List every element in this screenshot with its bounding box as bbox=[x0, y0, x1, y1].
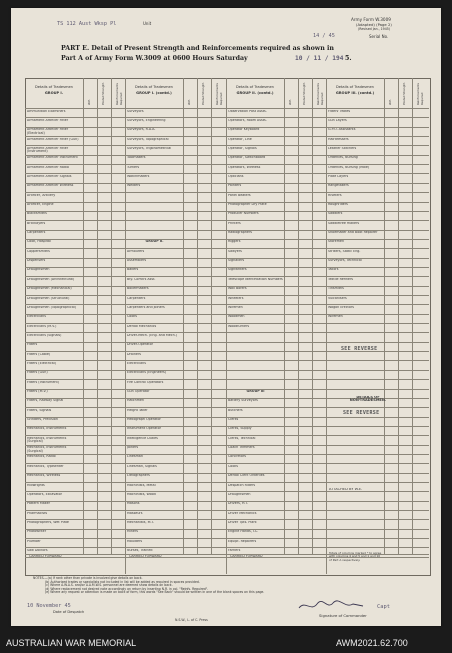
group-heading: GROUP II. bbox=[145, 240, 164, 244]
trade-label: Farriers bbox=[228, 548, 241, 552]
trade-label: Assemblers bbox=[127, 259, 147, 263]
trade-label: G.P.O. Assistants bbox=[328, 128, 356, 132]
trade-label: Boilermakers bbox=[127, 287, 149, 291]
date-suffix: 5. bbox=[345, 55, 352, 62]
trade-label: Cooks bbox=[228, 464, 238, 468]
subheader-we: W.E. bbox=[87, 99, 91, 105]
trade-label: Machinists, Metal bbox=[127, 483, 156, 487]
column-header-group: GROUP III. (contd.) bbox=[335, 90, 375, 95]
trade-label: Sawyers bbox=[228, 249, 242, 253]
trade-label: Plumber bbox=[27, 539, 41, 543]
carried-forward-1: CARRIED FORWARD bbox=[29, 555, 62, 558]
subheader-we: W.E. bbox=[388, 99, 392, 105]
trade-label: Artificer, Engine bbox=[27, 203, 54, 206]
trade-label: Masons bbox=[127, 502, 140, 506]
column-header-title: Details of Tradesmen bbox=[135, 85, 173, 89]
subheader-posted: Posted Strength bbox=[101, 82, 105, 105]
trade-label: Mechanics, Radio bbox=[27, 455, 56, 459]
trade-label: Woodturners bbox=[228, 324, 250, 328]
trade-label: Pharmacists bbox=[27, 511, 48, 515]
trade-label: Operators, Wireless bbox=[228, 165, 261, 169]
trade-label: Operator, Switchboard bbox=[228, 156, 266, 160]
trade-label: Surveyors, R.A.A. bbox=[127, 128, 156, 132]
trade-label: Heliograph Operator bbox=[127, 418, 161, 422]
trade-label: Wall Borers bbox=[228, 287, 247, 291]
date-typed: 10 / 11 / 194 bbox=[295, 55, 344, 62]
trade-label: Electricians (M.V.) bbox=[27, 324, 57, 328]
trade-label: Armourers bbox=[127, 249, 145, 253]
column-header bbox=[127, 86, 181, 96]
trade-label: Mechanics, Instruments (Surgical) bbox=[27, 436, 67, 444]
trade-label: Equipt. Repairers bbox=[228, 539, 257, 543]
trade-label: Welders bbox=[127, 184, 141, 188]
non-tradesmen-heading: DETAILS OF NON-TRADESMEN. bbox=[349, 396, 387, 403]
trade-label: Clerks bbox=[228, 418, 239, 422]
trade-label: Fitters (M.V.) bbox=[27, 390, 48, 393]
trade-label: Ammunition Examiners bbox=[27, 109, 66, 113]
label-divider bbox=[284, 78, 285, 554]
subcol-divider bbox=[111, 78, 112, 554]
trade-label: Strikers, Static Eng. bbox=[328, 249, 361, 253]
carried-forward-2: CARRIED FORWARD bbox=[129, 555, 162, 558]
trade-label: Operators, Excavator bbox=[27, 492, 63, 496]
trade-label: Printers bbox=[228, 221, 241, 225]
stamp-see-reverse-2: SEE REVERSE bbox=[343, 410, 380, 416]
trade-label: Millwrights bbox=[27, 483, 45, 487]
trade-label: Butchers bbox=[228, 408, 243, 412]
form-revised: (Revised Jan., 1945) bbox=[358, 27, 391, 31]
trade-label: Plate Layers bbox=[328, 174, 349, 178]
trade-label: Wiremen bbox=[328, 315, 343, 319]
trade-label: Fitters (Cable) bbox=[27, 352, 51, 356]
column-header bbox=[27, 86, 81, 96]
trade-label: Draughtsmen (Structural) bbox=[27, 296, 70, 300]
trade-label: Instrument Operator bbox=[127, 427, 161, 431]
column-divider bbox=[226, 78, 227, 574]
column-divider bbox=[125, 78, 126, 574]
trade-label: Hairdressers bbox=[328, 137, 349, 141]
trade-label: Operator, Line bbox=[228, 137, 252, 141]
part-heading-line1: PART E. Detail of Present Strength and Reinforcements required as shown in bbox=[61, 45, 334, 52]
column-header-title: Details of Tradesmen bbox=[336, 85, 374, 89]
trade-label: Artificer, Artillery bbox=[27, 193, 56, 197]
trade-label: Saw Doctors bbox=[27, 548, 48, 552]
trade-label: Dental Mechanics bbox=[127, 324, 157, 328]
subcol-divider bbox=[398, 78, 399, 554]
trade-label: Signwriters bbox=[228, 268, 247, 272]
trade-label: Miners bbox=[127, 530, 138, 534]
trade-label: Grinders, Precision bbox=[27, 418, 58, 422]
column-header-group: GROUP I. bbox=[44, 90, 64, 95]
despatch-date-label: Date of Despatch bbox=[53, 610, 85, 614]
trade-label: Shoemaker and Boot Repairer bbox=[328, 231, 378, 235]
trade-label: Surveyors, Topographical bbox=[127, 137, 169, 141]
trade-label: Surveyors bbox=[127, 109, 144, 113]
subcol-divider bbox=[211, 78, 212, 554]
trade-label: Dental Clerk Orderlies bbox=[228, 474, 265, 478]
trade-label: Fitters, Railway Signal bbox=[27, 399, 64, 403]
trade-label: Draughtsmen (Mechanical) bbox=[27, 287, 72, 291]
form-title: Army Form W.3009 bbox=[351, 17, 391, 22]
trade-label: Lithographers bbox=[127, 474, 150, 478]
label-divider bbox=[183, 78, 184, 554]
trade-label: Fitters (Electrical) bbox=[27, 361, 57, 365]
caption-right: AWM2021.62.700 bbox=[336, 638, 408, 648]
trade-label: Machinists, Wood bbox=[127, 492, 156, 496]
trade-label: Draughtsmen bbox=[27, 268, 50, 272]
trade-label: Concretors bbox=[228, 455, 246, 459]
trade-label: Clerks, Supply bbox=[228, 427, 252, 431]
trade-label: Intelligence Duties bbox=[127, 436, 158, 440]
trade-label: Rangetakers bbox=[328, 184, 349, 188]
trade-label: Panel Beaters bbox=[228, 193, 251, 197]
notes-block: NOTES.—(a) If rank other than private is involved give details on back. (b) Authorized trades or specialists not included in list will be added as required in spaces provided. (c) Where A.W.A.S. and/or A.A.M.W.S. personnel are deemed show details on back. (d) Where replacement not desired note accordingly on return by inserting N.R. in col. "Reinfs. Required". (e) Where any request or attention is made on back of form, this words "See Back" should be written in one of the blank spaces on this page. bbox=[33, 576, 265, 594]
trade-label: Mechanics, Wireless bbox=[27, 474, 61, 478]
subheader-reinfs: Reinforcements Required bbox=[215, 83, 223, 105]
trade-label: Carpenters and Joiners bbox=[127, 305, 165, 309]
trade-label: Woodmen bbox=[228, 315, 245, 319]
subheader-posted: Posted Strength bbox=[201, 82, 205, 105]
trade-label: Fitters (Gun) bbox=[27, 371, 48, 375]
trade-label: Draughtsmen bbox=[228, 492, 251, 496]
trade-label: Wiremen bbox=[228, 305, 243, 309]
trade-label: Cooks bbox=[127, 315, 137, 319]
trade-label: Coppersmiths bbox=[27, 249, 50, 253]
trade-label: Operators, Room Assts. bbox=[228, 118, 267, 122]
group-heading: GROUP III bbox=[246, 390, 265, 393]
trade-label: Driver Tpts. Plant bbox=[228, 520, 257, 524]
trade-label: Surveyors, Trigonometrical bbox=[127, 146, 172, 150]
trade-label: Driver-Mech. (Eng. and Mech.) bbox=[127, 333, 178, 337]
subcol-divider bbox=[312, 78, 313, 554]
trade-label: Orderlies, Nursing (Male) bbox=[328, 165, 370, 169]
trade-label: Joiners bbox=[127, 446, 139, 450]
trade-label: Moulders bbox=[127, 539, 143, 543]
subheader-posted: Posted Strength bbox=[302, 82, 306, 105]
subheader-we: W.E. bbox=[187, 99, 191, 105]
form-adapted: (Adapted) (Page 2) bbox=[356, 22, 392, 27]
caption-bar bbox=[0, 634, 452, 653]
trade-label: Armament Artificer Signals bbox=[27, 174, 72, 178]
trade-label: Draughtsmen (Topographical) bbox=[27, 305, 77, 309]
trade-label: Carpenters bbox=[27, 231, 46, 235]
totals-note: Totals of columns marked * to agree with columns 4 and 5 and 1 and 10 of Part A respectively. bbox=[329, 552, 382, 562]
trade-label: Painters bbox=[228, 184, 242, 188]
trade-label: Fitters' Mates bbox=[328, 109, 351, 113]
carried-forward-3: CARRIED FORWARD bbox=[230, 555, 263, 558]
trade-label: Wheelers bbox=[228, 296, 244, 300]
trade-label: Armament Artificer Wireless bbox=[27, 184, 74, 188]
trade-label: Linesman bbox=[127, 455, 143, 459]
subcol-divider bbox=[197, 78, 198, 554]
trade-label: Vulcanisers bbox=[328, 296, 347, 300]
trade-label: Riggers bbox=[228, 240, 241, 244]
trade-label: Textile Refiners bbox=[328, 277, 354, 281]
despatch-date-typed: 10 November 45 bbox=[27, 603, 71, 609]
signature-scrawl bbox=[297, 598, 367, 614]
trade-label: Tinsmiths bbox=[328, 287, 344, 291]
trade-label: Electricians (Signals) bbox=[27, 333, 62, 337]
trade-label: Wagon Erectors bbox=[328, 305, 354, 309]
trade-label: Leather Stitchers bbox=[328, 146, 357, 150]
trade-label: Radiographers bbox=[228, 231, 253, 235]
trade-label: Hatchmen bbox=[127, 399, 145, 403]
trade-label: Driver-Operator bbox=[127, 343, 153, 347]
trade-label: Storemen bbox=[328, 240, 345, 244]
trade-label: Mechanics, Typewriter bbox=[27, 464, 64, 468]
trade-label: Opticians bbox=[228, 174, 244, 178]
subcol-divider bbox=[97, 78, 98, 554]
attached-by-we: ATTACHED BY W.E. bbox=[329, 488, 363, 491]
trade-label: Pattern Maker bbox=[27, 502, 50, 506]
unit-label: Unit bbox=[143, 21, 152, 26]
stamp-see-reverse-1: SEE REVERSE bbox=[341, 346, 378, 352]
trade-label: Electricians bbox=[127, 361, 146, 365]
trade-label: Fitters bbox=[27, 343, 38, 347]
trade-label: Telescope Identification Numbers bbox=[228, 277, 283, 281]
trade-label: Operator Keyboard bbox=[228, 128, 260, 132]
trade-label: Drivers, H.T. bbox=[228, 502, 249, 506]
trade-label: Armament Artificer Fitter (Instrument) bbox=[27, 146, 69, 154]
trade-label: Cook, Hospital bbox=[27, 240, 51, 244]
trade-label: Bty. Comd's Asst. bbox=[127, 277, 156, 281]
column-header-group: GROUP I. (contd.) bbox=[136, 90, 172, 95]
trade-label: Fire Control Operators bbox=[127, 380, 164, 384]
column-divider bbox=[326, 78, 327, 574]
trade-label: Carpenters bbox=[127, 296, 146, 300]
trade-label: Photographer Dry Plate bbox=[228, 203, 267, 206]
column-header-title: Details of Tradesmen bbox=[236, 85, 274, 89]
unit-typed: TS 112 Aust Wksp Pl bbox=[57, 21, 117, 27]
trade-label: Height Taker bbox=[127, 408, 148, 412]
printer-imprint: N.S.W., L. of C. Press bbox=[175, 618, 208, 622]
column-header-title: Details of Tradesmen bbox=[35, 85, 73, 89]
trade-label: Armament Artificer Fitter (Gun) bbox=[27, 137, 79, 141]
trade-label: Saddlers bbox=[328, 212, 343, 216]
trade-label: Operator, Signals bbox=[228, 146, 257, 150]
trade-label: Electricians bbox=[27, 315, 46, 319]
trade-label: Turners bbox=[127, 165, 140, 169]
subcol-divider bbox=[412, 78, 413, 554]
label-divider bbox=[384, 78, 385, 554]
subheader-reinfs: Reinforcements Required bbox=[416, 83, 424, 105]
trade-label: Saddletree makers bbox=[328, 221, 360, 225]
serial-typed: 14 / 45 bbox=[313, 33, 335, 39]
trade-label: Orderlies, Nursing bbox=[328, 156, 358, 160]
trade-label: Draughtsmen (Architectural) bbox=[27, 277, 75, 281]
trade-label: Gun Layers bbox=[328, 118, 347, 122]
trade-label: Despatch Riders bbox=[228, 483, 256, 487]
part-heading-line2: Part A of Army Form W.3009 at 0600 Hours Saturday bbox=[61, 55, 248, 62]
label-divider bbox=[83, 78, 84, 554]
trade-label: Signallers bbox=[228, 259, 245, 263]
trade-label: Mechanists, M.T. bbox=[127, 520, 155, 524]
subheader-posted: Posted Strength bbox=[402, 82, 406, 105]
trade-label: Toolmakers bbox=[127, 156, 146, 160]
trade-label: Watchmakers bbox=[127, 174, 150, 178]
trade-label: Surveyors, Engineering bbox=[127, 118, 166, 122]
trade-label: Electricians (Engineers) bbox=[127, 371, 166, 375]
trade-label: Armament Artificer Instrument bbox=[27, 156, 78, 160]
trade-label: Riveters bbox=[328, 193, 342, 197]
column-header-group: GROUP II. (contd.) bbox=[236, 90, 274, 95]
trade-label: Armament Artificer Fitter bbox=[27, 118, 69, 122]
rank-typed: Capt bbox=[377, 604, 390, 610]
trade-label: Fitters, Signals bbox=[27, 408, 52, 412]
trade-label: Gun Operator bbox=[127, 390, 150, 393]
trade-label: Bricklayers bbox=[27, 221, 46, 225]
subheader-reinfs: Reinforcements Required bbox=[316, 83, 324, 105]
serial-label: Serial No. bbox=[369, 34, 389, 39]
caption-left: AUSTRALIAN WAR MEMORIAL bbox=[6, 638, 137, 648]
trade-label: Linesman, Signals bbox=[127, 464, 157, 468]
trade-label: Masseurs bbox=[127, 511, 143, 515]
trade-label: Fitters (Instrument) bbox=[27, 380, 60, 384]
trade-label: Mechanics, Instruments (Surgical) bbox=[27, 446, 67, 453]
form-sheet bbox=[11, 8, 441, 626]
column-header bbox=[328, 86, 382, 96]
column-header bbox=[228, 86, 282, 96]
trade-label: Surveyors, Technical bbox=[328, 259, 362, 263]
trade-label: Driver Mechanics bbox=[228, 511, 257, 515]
subcol-divider bbox=[298, 78, 299, 554]
trade-label: Roughriders bbox=[328, 203, 348, 206]
subheader-reinfs: Reinforcements Required bbox=[115, 83, 123, 105]
trade-label: Photographers, Wet Plate bbox=[27, 520, 69, 524]
trade-label: Dispensers bbox=[27, 259, 46, 263]
trade-label: Battery Surveyors bbox=[228, 399, 258, 403]
trade-label: Bakers bbox=[127, 268, 139, 272]
trade-label: Armament Artificer Fitter (Electrical) bbox=[27, 128, 69, 135]
trade-label: Tailors bbox=[328, 268, 339, 272]
trade-label: Observation Post Assts. bbox=[228, 109, 267, 113]
trade-label: Blacksmiths bbox=[27, 212, 47, 216]
trade-label: Drainers bbox=[127, 352, 142, 356]
trade-label: Clerks, Technical bbox=[228, 436, 256, 440]
subheader-we: W.E. bbox=[288, 99, 292, 105]
trade-label: Mechanics, Instruments bbox=[27, 427, 67, 431]
trade-label: Coach Trimmers bbox=[228, 446, 255, 450]
trade-label: Engine Hands, I.C. bbox=[228, 530, 259, 534]
trade-label: Producer Numbers bbox=[228, 212, 259, 216]
trade-label: Nurses, Trained bbox=[127, 548, 153, 552]
trade-label: Armament Artificer Radio bbox=[27, 165, 69, 169]
signature-label: Signature of Commander bbox=[319, 613, 367, 618]
trade-label: Photowriter bbox=[27, 530, 47, 534]
